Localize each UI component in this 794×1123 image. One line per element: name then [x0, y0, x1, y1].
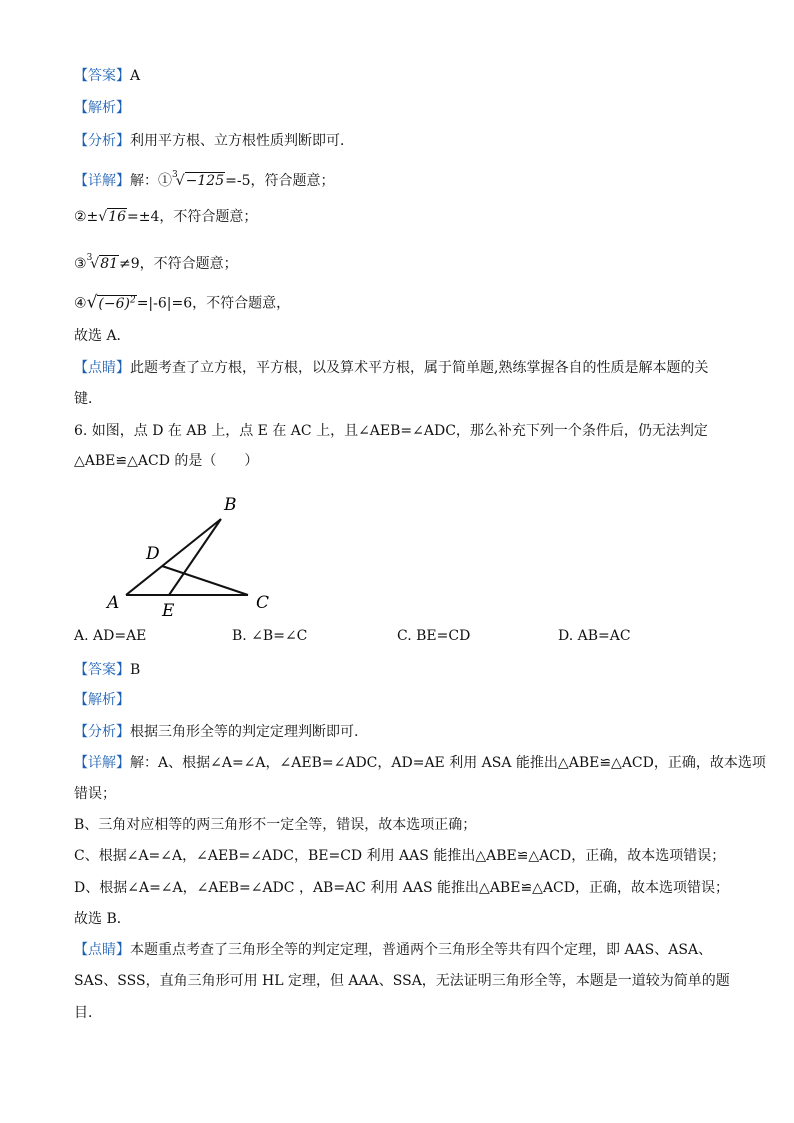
- statement-1-rest: =-5，符合题意；: [225, 173, 335, 189]
- option-a: A. AD=AE: [74, 628, 147, 644]
- label-a: A: [107, 593, 120, 613]
- analysis-tag: 【解析】: [74, 692, 130, 708]
- triangle-figure: [100, 488, 290, 623]
- statement-4-rest: =|-6|=6，不符合题意，: [136, 295, 291, 312]
- comment-tag: 【点睛】: [74, 360, 130, 376]
- q5-comment-line-1: [74, 358, 708, 378]
- segment-ab: [126, 519, 221, 595]
- comment-text: 本题重点考查了三角形全等的判定定理，普通两个三角形全等共有四个定理，即 AAS、ASA、: [130, 942, 713, 958]
- square-root-squared-expression: $√(-6)^2$: [86, 292, 136, 313]
- q6-detail-line-2: 错误；: [74, 786, 116, 802]
- q6-analysis-heading: [74, 690, 130, 710]
- label-e: E: [162, 601, 175, 621]
- q6-detail-line-3: B、三角对应相等的两三角形不一定全等，错误，故本选项正确；: [74, 817, 477, 833]
- q6-detail-line-1: [74, 753, 766, 773]
- analysis-tag: 【解析】: [74, 100, 130, 116]
- q5-statement-2: [74, 207, 257, 227]
- q5-comment-line-2: 键．: [74, 391, 102, 407]
- square-root-expression: √16: [98, 209, 127, 225]
- option-d: D. AB=AC: [558, 628, 631, 644]
- detail-prefix: 解：①: [130, 173, 172, 189]
- statement-2-prefix: ②±: [74, 209, 99, 225]
- statement-2-rest: =±4，不符合题意；: [127, 209, 258, 225]
- statement-3-rest: ≠9，不符合题意；: [119, 256, 238, 272]
- q5-answer-line: [74, 66, 140, 86]
- label-c: C: [256, 593, 270, 613]
- q6-answer-line: [74, 660, 140, 680]
- q5-choose: 故选 A．: [74, 328, 131, 344]
- detail-tag: 【详解】: [74, 173, 130, 189]
- comment-tag: 【点睛】: [74, 942, 130, 958]
- segment-dc: [162, 566, 248, 595]
- statement-4-prefix: ④: [74, 295, 87, 312]
- comment-text: 此题考查了立方根，平方根，以及算术平方根，属于简单题,熟练掌握各自的性质是解本题的关: [130, 360, 709, 376]
- q5-detail-line-1: [74, 165, 334, 191]
- option-b: B. ∠B=∠C: [232, 628, 308, 644]
- answer-tag: 【答案】: [74, 68, 130, 84]
- answer-tag: 【答案】: [74, 662, 130, 678]
- q5-statement-3: [74, 248, 238, 274]
- statement-3-prefix: ③: [74, 256, 87, 272]
- q6-comment-line-2: SAS、SSS，直角三角形可用 HL 定理，但 AAA、SSA，无法证明三角形全等，本题是一道较为简单的题: [74, 973, 730, 989]
- q5-analysis-heading: [74, 98, 130, 118]
- q6-choose: 故选 B．: [74, 911, 131, 927]
- fenxi-tag: 【分析】: [74, 133, 130, 149]
- q6-detail-line-5: D、根据∠A=∠A，∠AEB=∠ADC ，AB=AC 利用 AAS 能推出△ABE≌△ACD，正确，故本选项错误；: [74, 880, 729, 896]
- detail-tag: 【详解】: [74, 755, 130, 771]
- cube-root-expression: $^3$√−125: [172, 170, 225, 189]
- q6-stem-line-1: 6. 如图，点 D 在 AB 上，点 E 在 AC 上，且∠AEB=∠ADC，那么补充下列一个条件后，仍无法判定: [74, 423, 708, 439]
- q5-statement-4: [74, 290, 290, 314]
- option-c: C. BE=CD: [397, 628, 471, 644]
- answer-value: B: [130, 662, 141, 678]
- label-d: D: [146, 544, 160, 564]
- q6-stem-line-2: △ABE≌△ACD 的是（ ）: [74, 453, 259, 469]
- q6-comment-line-1: [74, 940, 712, 960]
- cube-root-expression-2: $^3$√81: [86, 253, 119, 272]
- fenxi-text: 利用平方根、立方根性质判断即可．: [130, 133, 354, 149]
- fenxi-tag: 【分析】: [74, 724, 130, 740]
- q6-fenxi-line: [74, 722, 358, 742]
- q5-fenxi-line: [74, 131, 354, 151]
- label-b: B: [224, 495, 237, 515]
- fenxi-text: 根据三角形全等的判定定理判断即可.: [130, 724, 359, 740]
- answer-value: A: [130, 68, 141, 84]
- q6-comment-line-3: 目．: [74, 1005, 102, 1021]
- detail-text: 解：A、根据∠A=∠A，∠AEB=∠ADC，AD=AE 利用 ASA 能推出△ABE≌△ACD，正确，故本选项: [130, 755, 766, 771]
- q6-detail-line-4: C、根据∠A=∠A，∠AEB=∠ADC，BE=CD 利用 AAS 能推出△ABE≌△ACD，正确，故本选项错误；: [74, 848, 726, 864]
